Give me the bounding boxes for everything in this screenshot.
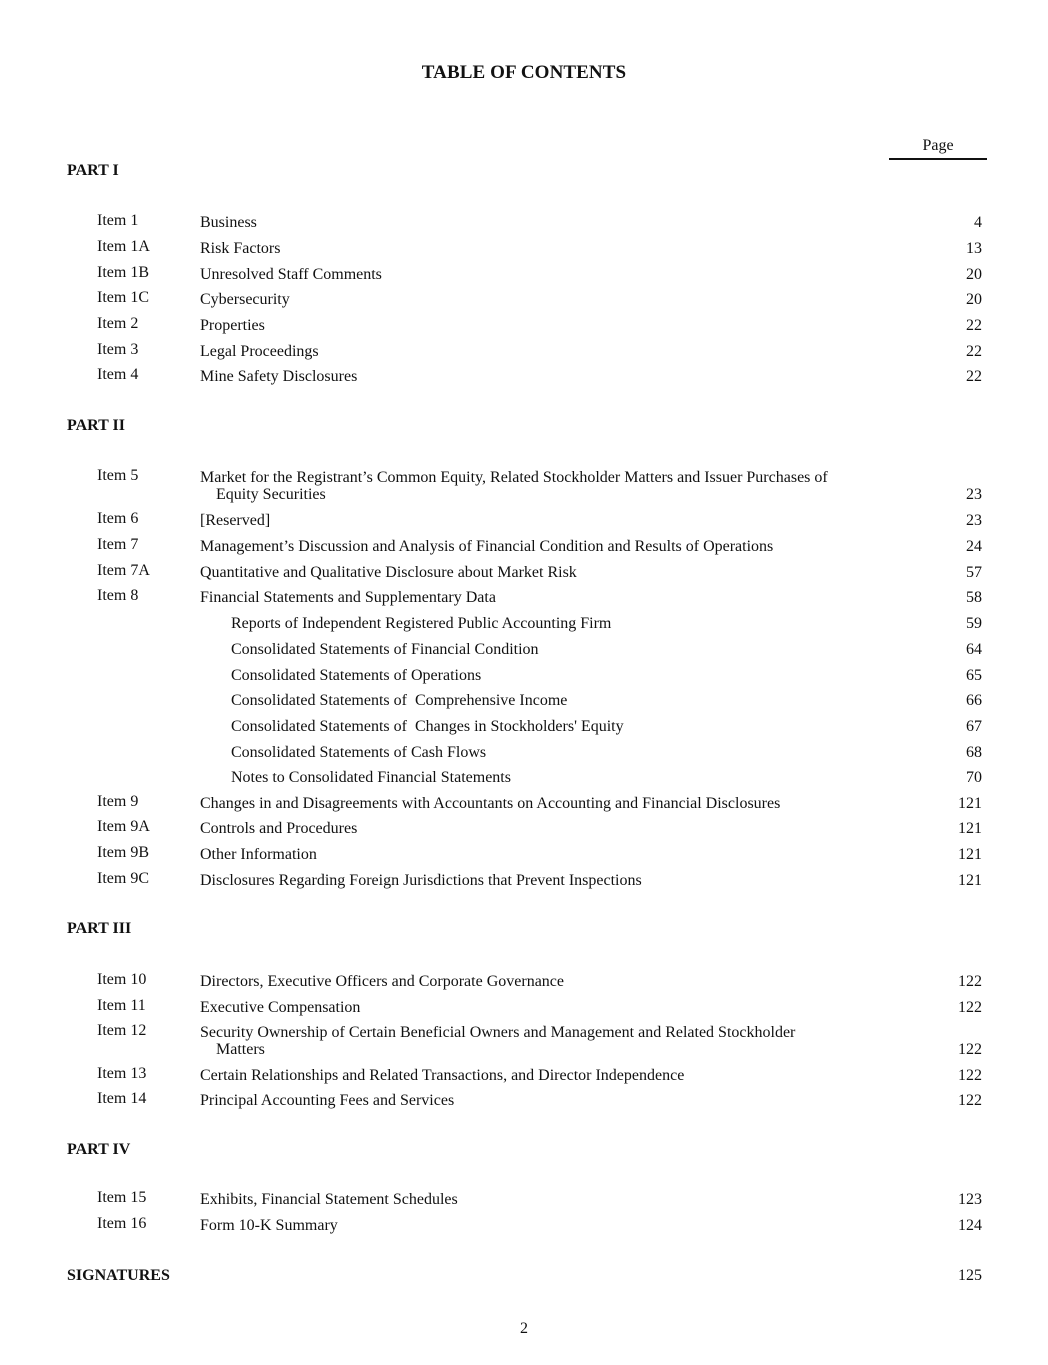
page-number[interactable]: 22 — [966, 368, 982, 385]
item-description[interactable]: Mine Safety Disclosures — [200, 368, 358, 385]
page-number[interactable]: 24 — [966, 538, 982, 555]
page-number[interactable]: 20 — [966, 266, 982, 283]
item-description[interactable]: Executive Compensation — [200, 999, 361, 1016]
toc-title: TABLE OF CONTENTS — [421, 62, 627, 83]
part-heading: PART III — [67, 920, 132, 937]
item-number: Item 1B — [97, 264, 149, 281]
page-number[interactable]: 22 — [966, 343, 982, 360]
page-number[interactable]: 122 — [958, 999, 982, 1016]
page-number[interactable]: 13 — [966, 240, 982, 257]
subentry-description[interactable]: Consolidated Statements of Cash Flows — [231, 744, 487, 761]
item-number: Item 12 — [97, 1022, 147, 1039]
page-number[interactable]: 67 — [966, 718, 982, 735]
item-number: Item 4 — [97, 366, 139, 383]
part-heading: PART IV — [67, 1141, 131, 1158]
item-description-line2: Equity Securities — [216, 486, 326, 503]
item-description[interactable] — [200, 469, 828, 503]
subentry-description[interactable]: Notes to Consolidated Financial Statements — [231, 769, 511, 786]
item-number: Item 9A — [97, 818, 150, 835]
item-description[interactable]: Legal Proceedings — [200, 343, 319, 360]
page-number[interactable]: 122 — [958, 1092, 982, 1109]
item-description[interactable]: Quantitative and Qualitative Disclosure about Market Risk — [200, 564, 577, 581]
page-number[interactable]: 65 — [966, 667, 982, 684]
signatures-heading[interactable]: SIGNATURES — [67, 1267, 170, 1284]
part-heading: PART I — [67, 162, 119, 179]
item-number: Item 10 — [97, 971, 147, 988]
item-number: Item 5 — [97, 467, 139, 484]
item-description[interactable]: Changes in and Disagreements with Accountants on Accounting and Financial Disclosures — [200, 795, 781, 812]
page-number[interactable]: 20 — [966, 291, 982, 308]
item-number: Item 8 — [97, 587, 139, 604]
item-description[interactable]: Unresolved Staff Comments — [200, 266, 382, 283]
subentry-description[interactable]: Consolidated Statements of Comprehensive Income — [231, 692, 568, 709]
page-number[interactable]: 122 — [958, 1041, 982, 1058]
item-number: Item 7 — [97, 536, 139, 553]
item-number: Item 11 — [97, 997, 146, 1014]
page-number[interactable]: 4 — [974, 214, 982, 231]
item-description[interactable]: Properties — [200, 317, 265, 334]
item-number: Item 13 — [97, 1065, 147, 1082]
page-column-header: Page — [889, 137, 987, 160]
subentry-description[interactable]: Consolidated Statements of Changes in Stockholders' Equity — [231, 718, 624, 735]
item-description[interactable] — [200, 1024, 795, 1058]
item-number: Item 6 — [97, 510, 139, 527]
item-description[interactable]: Business — [200, 214, 257, 231]
page-number[interactable]: 59 — [966, 615, 982, 632]
item-description[interactable]: Directors, Executive Officers and Corporate Governance — [200, 973, 564, 990]
page-number[interactable]: 122 — [958, 973, 982, 990]
item-description-line1: Market for the Registrant’s Common Equity, Related Stockholder Matters and Issuer Purchases of — [200, 469, 828, 486]
item-number: Item 1 — [97, 212, 139, 229]
item-description[interactable]: Exhibits, Financial Statement Schedules — [200, 1191, 458, 1208]
page-number[interactable]: 122 — [958, 1067, 982, 1084]
item-number: Item 9C — [97, 870, 149, 887]
page-number[interactable]: 68 — [966, 744, 982, 761]
page-number[interactable]: 22 — [966, 317, 982, 334]
signatures-page-number[interactable]: 125 — [958, 1267, 982, 1284]
subentry-description[interactable]: Consolidated Statements of Financial Condition — [231, 641, 539, 658]
item-description[interactable]: Principal Accounting Fees and Services — [200, 1092, 455, 1109]
item-number: Item 9 — [97, 793, 139, 810]
item-description[interactable]: Financial Statements and Supplementary Data — [200, 589, 496, 606]
item-description[interactable]: [Reserved] — [200, 512, 271, 529]
page-number[interactable]: 124 — [958, 1217, 982, 1234]
part-heading: PART II — [67, 417, 125, 434]
page-number[interactable]: 23 — [966, 512, 982, 529]
page-number[interactable]: 64 — [966, 641, 982, 658]
item-description-line1: Security Ownership of Certain Beneficial Owners and Management and Related Stockholder — [200, 1024, 796, 1041]
page-number[interactable]: 121 — [958, 795, 982, 812]
item-description[interactable]: Controls and Procedures — [200, 820, 358, 837]
item-description[interactable]: Form 10-K Summary — [200, 1217, 338, 1234]
item-number: Item 2 — [97, 315, 139, 332]
page-number[interactable]: 70 — [966, 769, 982, 786]
item-description[interactable]: Risk Factors — [200, 240, 281, 257]
item-number: Item 1A — [97, 238, 150, 255]
page-number[interactable]: 23 — [966, 486, 982, 503]
item-description[interactable]: Certain Relationships and Related Transactions, and Director Independence — [200, 1067, 685, 1084]
item-number: Item 1C — [97, 289, 149, 306]
page-number[interactable]: 121 — [958, 820, 982, 837]
item-number: Item 16 — [97, 1215, 147, 1232]
item-number: Item 3 — [97, 341, 139, 358]
item-description-line2: Matters — [216, 1041, 265, 1058]
item-number: Item 14 — [97, 1090, 147, 1107]
page-number[interactable]: 121 — [958, 872, 982, 889]
item-description[interactable]: Management’s Discussion and Analysis of Financial Condition and Results of Operations — [200, 538, 774, 555]
page-number[interactable]: 121 — [958, 846, 982, 863]
item-description[interactable]: Other Information — [200, 846, 317, 863]
page-number[interactable]: 66 — [966, 692, 982, 709]
page-footer-number: 2 — [520, 1320, 528, 1337]
item-description[interactable]: Cybersecurity — [200, 291, 290, 308]
item-number: Item 7A — [97, 562, 150, 579]
subentry-description[interactable]: Reports of Independent Registered Public Accounting Firm — [231, 615, 612, 632]
page-number[interactable]: 57 — [966, 564, 982, 581]
item-number: Item 15 — [97, 1189, 147, 1206]
page-number[interactable]: 58 — [966, 589, 982, 606]
item-description[interactable]: Disclosures Regarding Foreign Jurisdictions that Prevent Inspections — [200, 872, 642, 889]
page-number[interactable]: 123 — [958, 1191, 982, 1208]
item-number: Item 9B — [97, 844, 149, 861]
subentry-description[interactable]: Consolidated Statements of Operations — [231, 667, 482, 684]
